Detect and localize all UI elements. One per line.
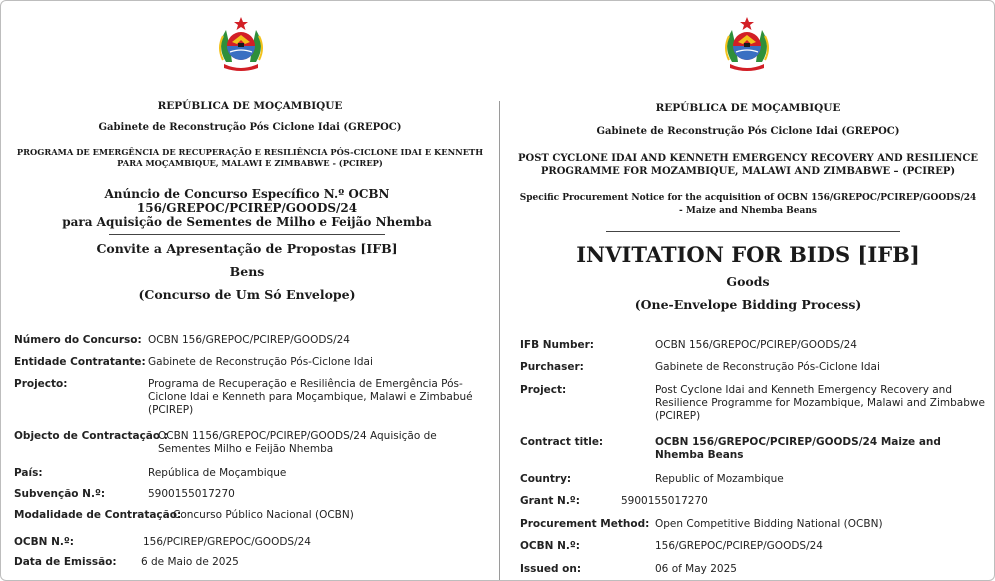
mozambique-coat-of-arms-icon (214, 16, 268, 74)
purchaser-value: Gabinete de Reconstrução Pós-Ciclone Idai (655, 361, 880, 373)
tender-number-value: OCBN 156/GREPOC/PCIREP/GOODS/24 (148, 334, 350, 346)
separator-rule (109, 234, 385, 235)
programme-line-1: PROGRAMA DE EMERGÊNCIA DE RECUPERAÇÃO E RESILIÊNCIA PÓS-CICLONE IDAI E KENNETH (16, 147, 484, 157)
notice-line-2: - Maize and Nhemba Beans (679, 206, 817, 216)
ifb-title: INVITATION FOR BIDS [IFB] (576, 242, 920, 267)
ifb-title: Convite a Apresentação de Propostas [IFB] (96, 241, 398, 256)
country-label: País: (14, 467, 43, 479)
object-label: Objecto de Contractação : (14, 430, 168, 442)
issued-on-label: Issued on: (520, 563, 582, 575)
goods-label: Goods (726, 274, 770, 289)
grant-label: Subvenção N.º: (14, 488, 106, 500)
portuguese-column (1, 1, 499, 581)
project-line-1: Programa de Recuperação e Resiliência de Emergência Pós- (148, 378, 463, 390)
english-column (500, 1, 995, 581)
entity-label: Entidade Contratante: (14, 356, 146, 368)
object-value (158, 430, 437, 456)
project-label: Project: (520, 384, 567, 396)
republic-heading: REPÚBLICA DE MOÇAMBIQUE (655, 102, 841, 114)
programme-line-2: PARA MOÇAMBIQUE, MALAWI E ZIMBABWE - (PCIREP) (117, 158, 383, 168)
notice-line-1: Specific Procurement Notice for the acquisition of OCBN 156/GREPOC/PCIREP/GOODS/24 (519, 193, 977, 203)
procurement-method-value: Open Competitive Bidding National (OCBN) (655, 518, 883, 530)
grant-label: Grant N.º: (520, 495, 580, 507)
modality-value: Concurso Público Nacional (OCBN) (173, 509, 354, 521)
issue-date-label: Data de Emissão: (14, 556, 117, 568)
contract-line-1: OCBN 156/GREPOC/PCIREP/GOODS/24 Maize and (655, 436, 941, 448)
country-value: Republic of Mozambique (655, 473, 784, 485)
issued-on-value: 06 of May 2025 (655, 563, 737, 575)
ocbn-label: OCBN N.º: (14, 536, 74, 548)
ifb-number-value: OCBN 156/GREPOC/PCIREP/GOODS/24 (655, 339, 857, 351)
project-value (655, 384, 985, 423)
tender-number-label: Número do Concurso: (14, 334, 142, 346)
programme-heading (500, 152, 995, 178)
notice-line-2: para Aquisição de Sementes de Milho e Feijão Nhemba (62, 215, 432, 229)
envelope-label: (One-Envelope Bidding Process) (634, 297, 862, 312)
envelope-label: (Concurso de Um Só Envelope) (138, 287, 356, 302)
project-line-3: (PCIREP) (655, 410, 701, 422)
ifb-number-label: IFB Number: (520, 339, 594, 351)
object-line-1: OCBN 1156/GREPOC/PCIREP/GOODS/24 Aquisição de (158, 430, 437, 442)
grant-value: 5900155017270 (148, 488, 235, 500)
cabinet-heading: Gabinete de Reconstrução Pós Ciclone Idai (GREPOC) (98, 122, 402, 133)
ocbn-value: 156/GREPOC/PCIREP/GOODS/24 (655, 540, 823, 552)
cabinet-heading: Gabinete de Reconstrução Pós Ciclone Idai (GREPOC) (596, 126, 900, 137)
country-value: República de Moçambique (148, 467, 287, 479)
project-line-1: Post Cyclone Idai and Kenneth Emergency Recovery and (655, 384, 952, 396)
project-line-3: (PCIREP) (148, 404, 194, 416)
contract-line-2: Nhemba Beans (655, 449, 744, 461)
country-label: Country: (520, 473, 572, 485)
programme-heading (1, 147, 499, 169)
separator-rule (606, 231, 900, 232)
project-line-2: Ciclone Idai e Kenneth para Moçambique, Malawi e Zimbabué (148, 391, 473, 403)
modality-label: Modalidade de Contratação: (14, 509, 182, 521)
grant-value: 5900155017270 (621, 495, 708, 507)
contract-title-label: Contract title: (520, 436, 604, 448)
purchaser-label: Purchaser: (520, 361, 584, 373)
notice-heading (500, 192, 995, 218)
contract-title-value (655, 436, 941, 462)
programme-line-2: PROGRAMME FOR MOZAMBIQUE, MALAWI AND ZIMBABWE – (PCIREP) (540, 166, 956, 177)
ocbn-value: 156/PCIREP/GREPOC/GOODS/24 (143, 536, 311, 548)
mozambique-coat-of-arms-icon (720, 16, 774, 74)
procurement-method-label: Procurement Method: (520, 518, 650, 530)
project-value (148, 378, 473, 417)
notice-heading (1, 187, 493, 229)
notice-line-1: Anúncio de Concurso Específico N.º OCBN 156/GREPOC/PCIREP/GOODS/24 (104, 187, 390, 215)
project-label: Projecto: (14, 378, 68, 390)
issue-date-value: 6 de Maio de 2025 (141, 556, 239, 568)
goods-label: Bens (229, 264, 265, 279)
object-line-2: Sementes Milho e Feijão Nhemba (158, 443, 334, 455)
entity-value: Gabinete de Reconstrução Pós-Ciclone Idai (148, 356, 373, 368)
ocbn-label: OCBN N.º: (520, 540, 580, 552)
republic-heading: REPÚBLICA DE MOÇAMBIQUE (157, 100, 343, 112)
programme-line-1: POST CYCLONE IDAI AND KENNETH EMERGENCY RECOVERY AND RESILIENCE (517, 153, 979, 164)
project-line-2: Resilience Programme for Mozambique, Malawi and Zimbabwe (655, 397, 985, 409)
